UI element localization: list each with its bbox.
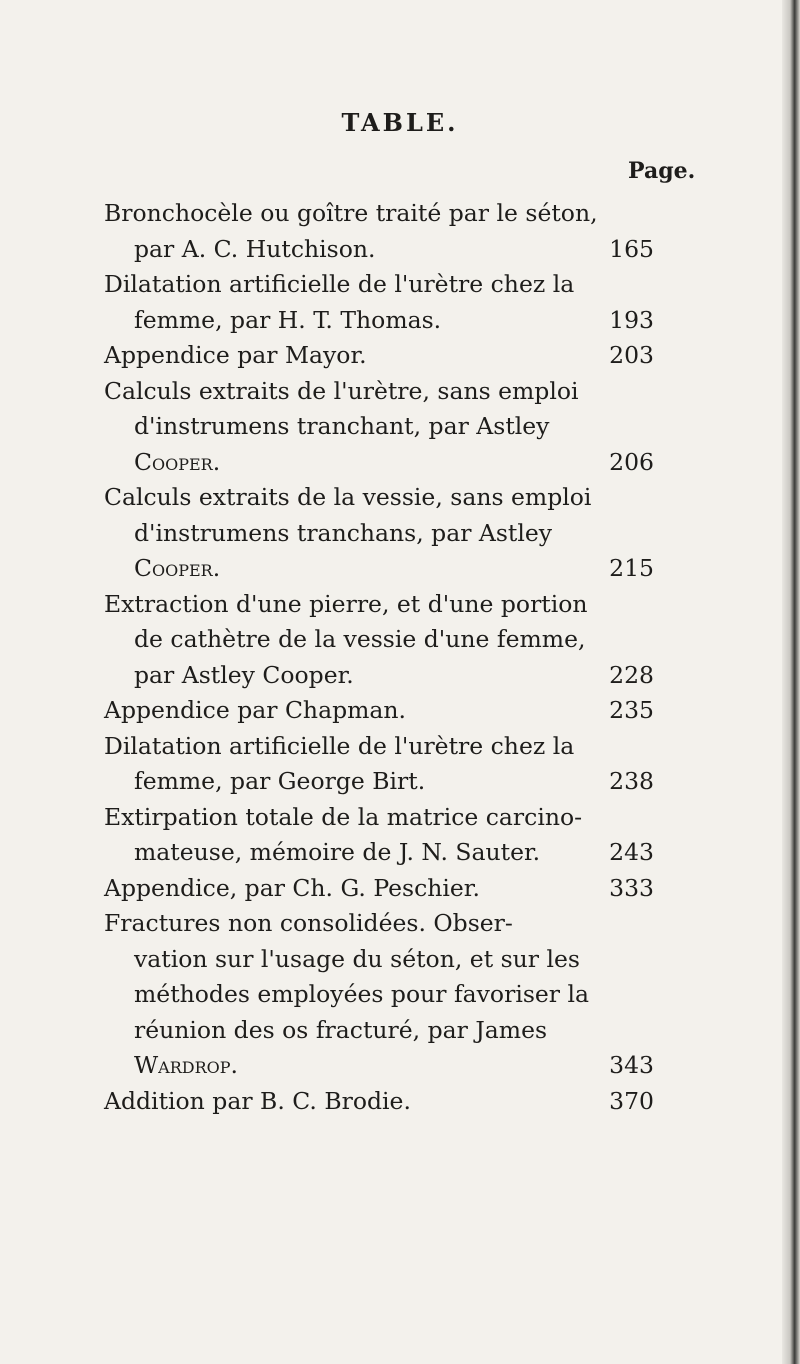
toc-text: de cathètre de la vessie d'une femme,	[134, 625, 586, 653]
page-title: TABLE.	[341, 108, 459, 137]
toc-line	[104, 942, 664, 978]
page-column-header: Page.	[628, 158, 696, 184]
toc-text: Calculs extraits de l'urètre, sans emploi	[104, 376, 579, 405]
toc-text: Extraction d'une pierre, et d'une portion	[104, 589, 588, 618]
toc-text: vation sur l'usage du séton, et sur les	[134, 944, 580, 973]
toc-line	[104, 729, 664, 765]
toc-text: par A. C. Hutchison.	[134, 234, 376, 263]
toc-text: Cooper.	[134, 554, 221, 582]
toc-line	[104, 622, 664, 658]
toc-page-number: 343	[609, 1051, 654, 1079]
toc-line	[104, 480, 664, 516]
toc-line	[104, 1084, 664, 1120]
toc-line	[104, 516, 664, 552]
toc-line	[104, 906, 664, 942]
toc-text: Dilatation artificielle de l'urètre chez la	[104, 731, 575, 760]
toc-text: mateuse, mémoire de J. N. Sauter.	[134, 838, 541, 866]
toc-text: par Astley Cooper.	[134, 660, 354, 689]
toc-line	[104, 764, 664, 800]
table-of-contents	[104, 196, 664, 1119]
toc-line	[104, 445, 664, 481]
toc-text: Extirpation totale de la matrice carcino-	[104, 802, 583, 831]
toc-line	[104, 658, 664, 694]
toc-page-number: 243	[609, 838, 654, 866]
toc-text: Appendice, par Ch. G. Peschier.	[104, 873, 480, 902]
toc-text: femme, par H. T. Thomas.	[134, 305, 442, 334]
toc-text: Bronchocèle ou goître traité par le séton,	[104, 199, 598, 227]
toc-line	[104, 800, 664, 836]
page-edge-shadow	[782, 0, 800, 1364]
toc-text: réunion des os fracturé, par James	[134, 1015, 548, 1044]
toc-text: d'instrumens tranchans, par Astley	[134, 518, 553, 547]
toc-page-number: 235	[609, 696, 654, 724]
toc-text: Cooper.	[134, 447, 221, 476]
toc-text: d'instrumens tranchant, par Astley	[134, 412, 550, 440]
toc-page-number: 193	[609, 305, 654, 334]
toc-text: Calculs extraits de la vessie, sans emploi	[104, 483, 592, 511]
toc-page-number: 215	[609, 554, 654, 582]
toc-page-number: 206	[609, 447, 654, 476]
toc-line	[104, 409, 664, 445]
toc-line	[104, 232, 664, 268]
toc-line	[104, 1048, 664, 1084]
toc-page-number: 370	[609, 1086, 654, 1115]
toc-line	[104, 835, 664, 871]
toc-text: Wardrop.	[134, 1051, 238, 1079]
toc-line	[104, 587, 664, 623]
toc-page-number: 165	[609, 234, 654, 263]
toc-line	[104, 871, 664, 907]
toc-line	[104, 303, 664, 339]
toc-text: Appendice par Chapman.	[104, 696, 407, 724]
toc-text: méthodes employées pour favoriser la	[134, 980, 590, 1008]
toc-line	[104, 1013, 664, 1049]
toc-page-number: 203	[609, 341, 654, 369]
toc-line	[104, 196, 664, 232]
toc-page-number: 228	[609, 660, 654, 689]
toc-line	[104, 693, 664, 729]
toc-text: femme, par George Birt.	[134, 767, 426, 795]
toc-text: Fractures non consolidées. Obser-	[104, 909, 513, 937]
toc-page-number: 333	[609, 873, 654, 902]
toc-line	[104, 374, 664, 410]
toc-line	[104, 338, 664, 374]
toc-text: Appendice par Mayor.	[104, 341, 367, 369]
toc-line	[104, 551, 664, 587]
toc-text: Dilatation artificielle de l'urètre chez la	[104, 270, 575, 298]
toc-line	[104, 977, 664, 1013]
toc-line	[104, 267, 664, 303]
toc-text: Addition par B. C. Brodie.	[104, 1086, 411, 1115]
toc-page-number: 238	[609, 767, 654, 795]
